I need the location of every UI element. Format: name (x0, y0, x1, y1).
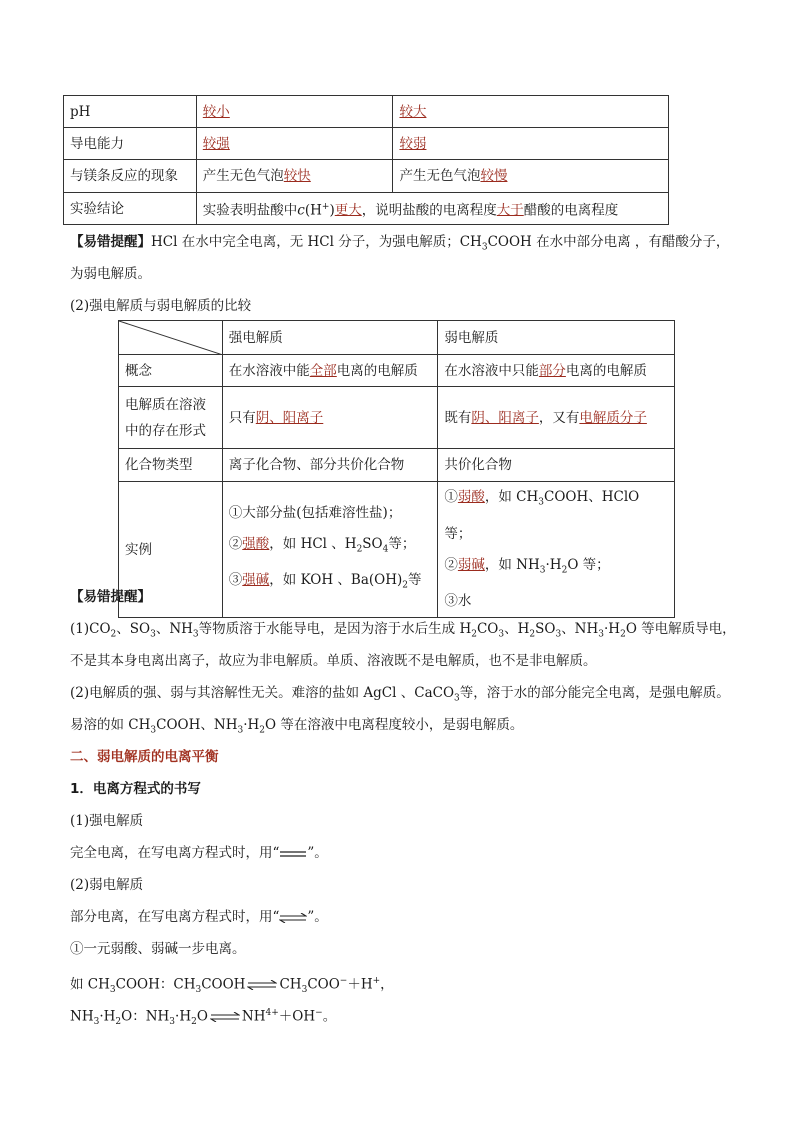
row-label: 实验结论 (64, 193, 197, 225)
tip-paragraph: $(1)CO_2$、$SO_3$、$NH_3$等物质溶于水能导电，是因为溶于水后生成 $H_2CO_3$、$H_2SO_3$、$NH_3\cdot H_2O$ 等电解质导电， (70, 621, 736, 640)
row-label: 实例 (119, 482, 223, 618)
equation-line: 如 $CH_3COOH$：$CH_3COOH$ $CH_3COO^-+H^+$， (70, 976, 394, 996)
equation-line: $NH_3\cdot H_2O$：$NH_3\cdot H_2O$ $NH^{4+}+OH^-$。 (70, 1008, 337, 1028)
comparison-table-2 (118, 320, 675, 618)
tip-paragraph-cont: 不是其本身电离出离子，故应为非电解质。单质、溶液既不是电解质，也不是非电解质。 (70, 653, 597, 669)
tip-paragraph-cont: 易溶的如 $CH_3COOH$、$NH_3\cdot H_2O$ 等在溶液中电离程度较小，是弱电解质。 (70, 717, 524, 736)
cell-value: 较快 (283, 168, 311, 184)
reversible-arrow-icon (210, 1012, 240, 1022)
subsection-heading: 1．电离方程式的书写 (70, 781, 201, 797)
example-item: ③水 (444, 593, 472, 610)
row-label: 化合物类型 (119, 449, 223, 482)
item-text: 部分电离，在写电离方程式时，用“ ”。 (70, 909, 328, 925)
comparison-table-1 (63, 95, 669, 225)
table-row: 化合物类型 离子化合物、部分共价化合物 共价化合物 (119, 449, 675, 482)
row-label: 电解质在溶液 中的存在形式 (119, 387, 223, 449)
example-item: ①大部分盐(包括难溶性盐)； (228, 504, 402, 521)
double-line-symbol (279, 849, 307, 859)
conclusion-cell: 实验表明盐酸中c(H+)更大，说明盐酸的电离程度大于醋酸的电离程度 (196, 193, 668, 225)
example-item: ③强碱，如 KOH 、$Ba(OH)_2$等 (228, 572, 422, 591)
table-row (119, 482, 675, 618)
example-item: ①弱酸，如 $CH_3COOH$、HClO 等； (444, 489, 640, 542)
item-text: 完全电离，在写电离方程式时，用“ ”。 (70, 845, 328, 861)
cell-value: 较强 (202, 135, 230, 152)
header-strong: 强电解质 (222, 321, 438, 355)
row-label: 导电能力 (64, 128, 197, 160)
section-heading: 二、弱电解质的电离平衡 (70, 749, 219, 765)
table-row (64, 193, 669, 225)
table-row: 与镁条反应的现象 产生无色气泡较快 产生无色气泡较慢 (64, 160, 669, 193)
table-row (64, 128, 669, 160)
row-label: 概念 (119, 355, 223, 387)
example-item: ②强酸，如 HCl 、$H_2SO_4$等； (228, 535, 416, 555)
diagonal-header-cell (119, 321, 223, 355)
tip-tag: 【易错提醒】 (70, 234, 151, 250)
item-text: ①一元弱酸、弱碱一步电离。 (70, 941, 246, 957)
tip-paragraph: (2)电解质的强、弱与其溶解性无关。难溶的盐如 AgCl 、CaCO$_3$等，溶于水的部分能完全电离，是强电解质。 (70, 685, 730, 704)
cell-value: 较大 (399, 103, 427, 120)
diagonal-line (119, 321, 223, 355)
cell-value: 较小 (202, 103, 230, 120)
row-label: pH (64, 96, 197, 128)
row-label: 与镁条反应的现象 (64, 160, 197, 193)
reversible-arrow-icon (247, 980, 277, 990)
table-row (64, 96, 669, 128)
cell-value: 较弱 (399, 135, 427, 152)
reversible-arrow-icon (279, 913, 307, 923)
table-row: 电解质在溶液 中的存在形式 只有阴、阳离子 既有阴、阳离子，又有电解质分子 (119, 387, 675, 449)
section-subtitle: (2)强电解质与弱电解质的比较 (70, 298, 252, 314)
example-item: ②弱碱，如 $NH_3\cdot H_2O$ 等； (444, 556, 610, 576)
header-weak: 弱电解质 (438, 321, 675, 355)
item-title: (1)强电解质 (70, 813, 144, 829)
tip-paragraph: 【易错提醒】HCl 在水中完全电离，无 HCl 分子，为强电解质；$CH_3COOH$ 在水中部分电离 ，有醋酸分子， (70, 234, 730, 253)
cell-value: 较慢 (480, 168, 508, 184)
table-row: 概念 在水溶液中能全部电离的电解质 在水溶液中只能部分电离的电解质 (119, 355, 675, 387)
table-header-row (119, 321, 675, 355)
tip-paragraph-cont: 为弱电解质。 (70, 266, 151, 282)
tip-tag: 【易错提醒】 (70, 589, 151, 605)
item-title: (2)弱电解质 (70, 877, 144, 893)
